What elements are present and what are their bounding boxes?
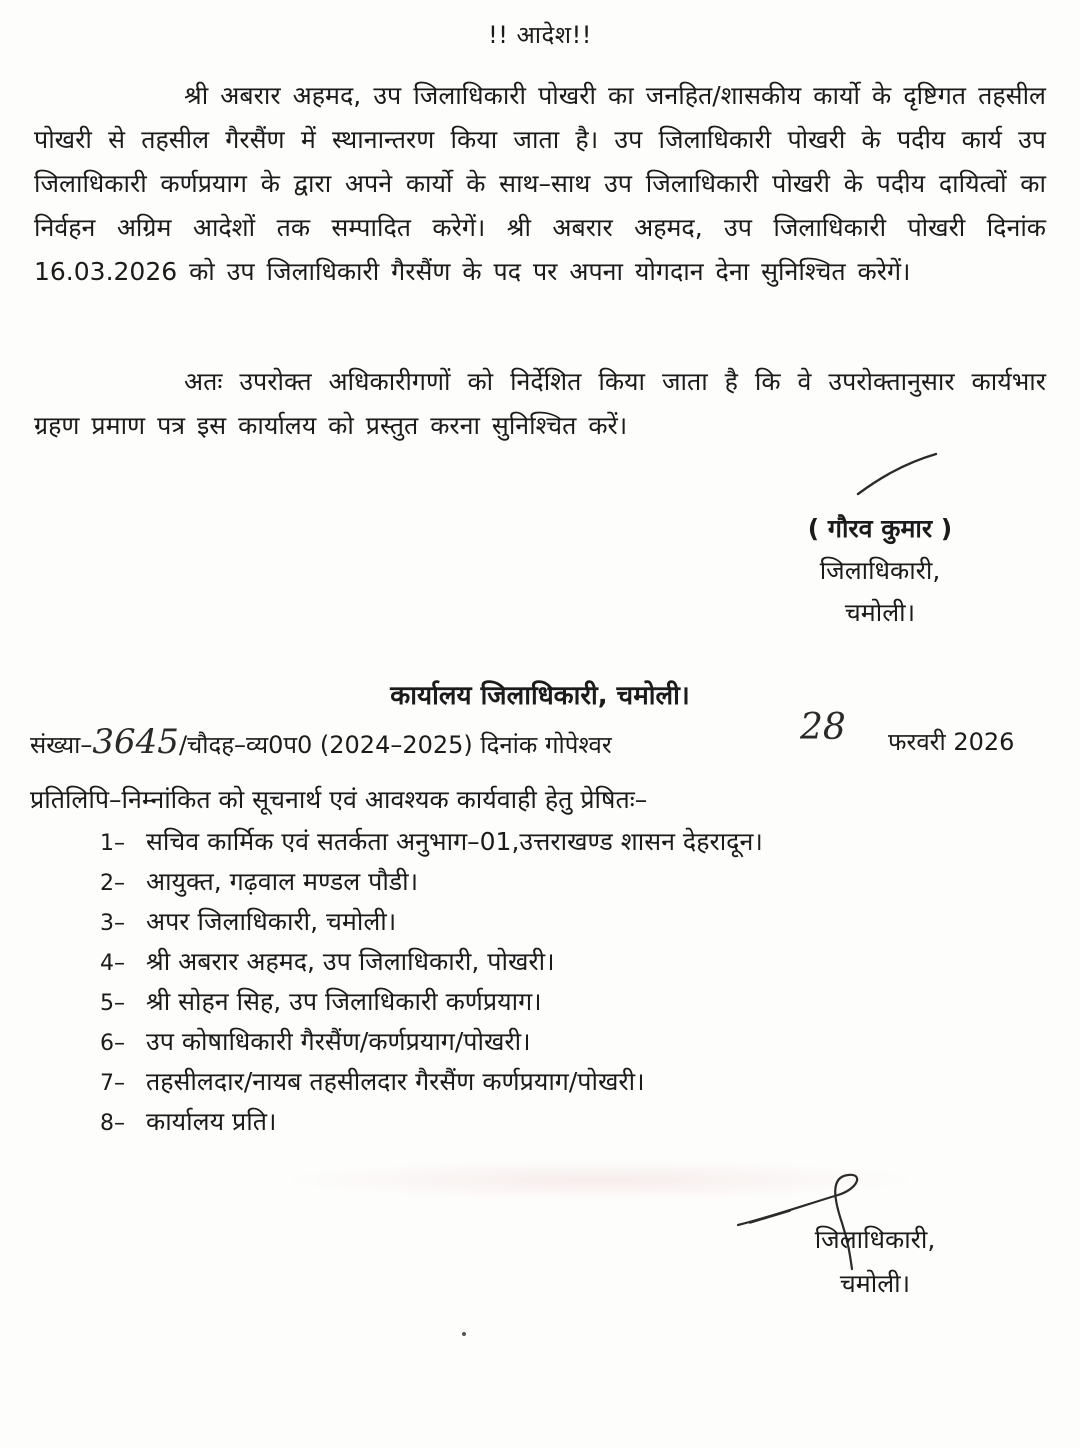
item-number: 6– [100, 1031, 125, 1056]
item-text: अपर जिलाधिकारी, चमोली। [146, 907, 397, 936]
ref-suffix: /चौदह–व्य0प0 (2024–2025) दिनांक गोपेश्वर [178, 731, 612, 759]
list-item [100, 902, 763, 942]
signatory-place: चमोली। [844, 598, 916, 627]
office-title: कार्यालय जिलाधिकारी, चमोली। [390, 681, 690, 711]
item-text: सचिव कार्मिक एवं सतर्कता अनुभाग–01,उत्तराखण्ड शासन देहरादून। [146, 827, 763, 856]
order-paragraph-transfer: श्री अबरार अहमद, उप जिलाधिकारी पोखरी का जनहित/शासकीय कार्यो के दृष्टिगत तहसील पोखरी से तहसील गैरसैंण में स्थानान्तरण किया जाता है। उप जिलाधिकारी पोखरी के पदीय कार्य उप जिलाधिकारी कर्णप्रयाग के द्वारा अपने कार्यो के साथ–साथ उप जिलाधिकारी पोखरी के पदीय दायित्वों का निर्वहन अग्रिम आदेशों तक सम्पादित करेगें। श्री अबरार अहमद, उप जिलाधिकारी पोखरी दिनांक 16.03.2026 को उप जिलाधिकारी गैरसैंण के पद पर अपना योगदान देना सुनिश्चित करेगें। [34, 81, 1046, 286]
item-text: तहसीलदार/नायब तहसीलदार गैरसैंण कर्णप्रयाग/पोखरी। [146, 1067, 645, 1096]
list-item [100, 1062, 763, 1102]
item-text: श्री अबरार अहमद, उप जिलाधिकारी, पोखरी। [146, 947, 555, 976]
item-number: 4– [100, 951, 125, 976]
reference-line [30, 707, 1050, 764]
item-number: 3– [100, 911, 125, 936]
ref-number-handwritten: 3645 [92, 722, 179, 762]
list-item [100, 982, 763, 1022]
date-month-year: फरवरी 2026 [888, 728, 1015, 756]
signatory-name: ( गौरव कुमार ) [807, 514, 953, 543]
signature-scribble [852, 450, 942, 500]
list-item [100, 1022, 763, 1062]
ref-prefix: संख्या– [30, 731, 93, 759]
order-paragraph-direction: अतः उपरोक्त अधिकारीगणों को निर्देशित किया जाता है कि वे उपरोक्तानुसार कार्यभार ग्रहण प्रमाण पत्र इस कार्यालय को प्रस्तुत करना सुनिश्चित करें। [34, 367, 1046, 440]
ink-dot [462, 1332, 466, 1336]
endorsement-place: चमोली। [839, 1269, 911, 1298]
item-number: 7– [100, 1071, 125, 1096]
copy-intro: प्रतिलिपि–निम्नांकित को सूचनार्थ एवं आवश्यक कार्यवाही हेतु प्रेषितः– [30, 785, 648, 814]
item-text: कार्यालय प्रति। [146, 1107, 277, 1136]
copy-recipient-list [100, 822, 763, 1142]
item-number: 8– [100, 1111, 125, 1136]
list-item [100, 822, 763, 862]
list-item [100, 862, 763, 902]
item-text: श्री सोहन सिह, उप जिलाधिकारी कर्णप्रयाग। [146, 987, 542, 1016]
date-day-handwritten: 28 [800, 707, 846, 748]
item-number: 1– [100, 831, 125, 856]
list-item [100, 942, 763, 982]
item-number: 5– [100, 991, 125, 1016]
item-text: आयुक्त, गढ़वाल मण्डल पौडी। [146, 867, 419, 896]
endorsement-signatory-block [770, 1218, 980, 1306]
signatory-designation: जिलाधिकारी, [819, 556, 941, 585]
item-number: 2– [100, 871, 125, 896]
endorsement-designation: जिलाधिकारी, [814, 1225, 936, 1254]
order-heading: !! आदेश!! [488, 21, 592, 49]
list-item [100, 1102, 763, 1142]
signatory-block [760, 508, 1000, 634]
item-text: उप कोषाधिकारी गैरसैंण/कर्णप्रयाग/पोखरी। [146, 1027, 531, 1056]
